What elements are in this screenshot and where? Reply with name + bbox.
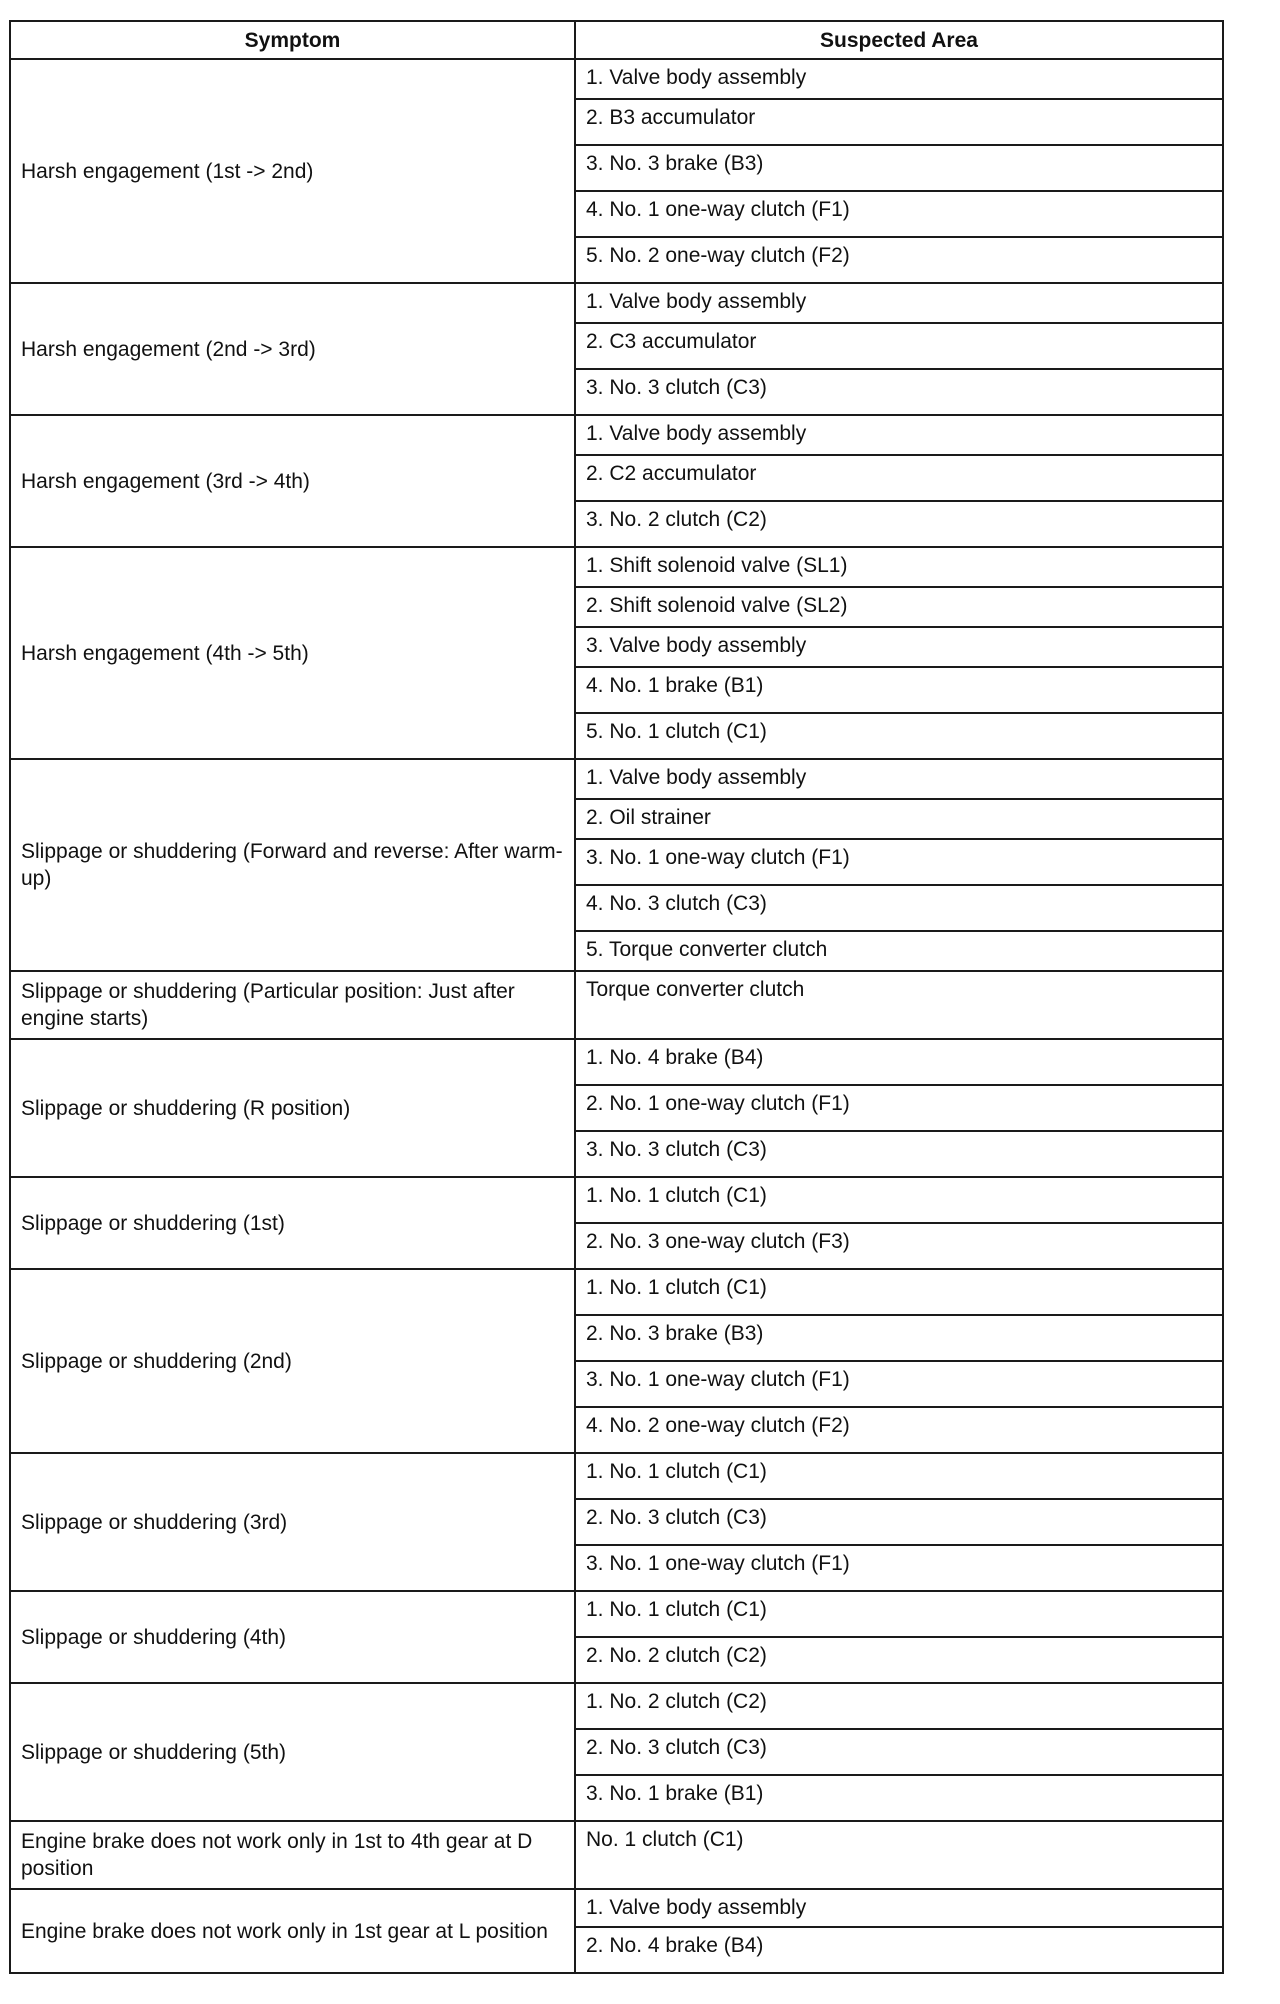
suspected-area-cell: 5. Torque converter clutch [575,931,1223,971]
suspected-area-cell: 1. Shift solenoid valve (SL1) [575,547,1223,587]
suspected-area-cell: 1. No. 1 clutch (C1) [575,1453,1223,1499]
symptom-cell: Slippage or shuddering (5th) [10,1683,575,1821]
suspected-area-cell: 1. No. 2 clutch (C2) [575,1683,1223,1729]
table-row [10,1177,1223,1223]
suspected-area-cell: 3. No. 3 brake (B3) [575,145,1223,191]
suspected-area-cell: 2. No. 2 clutch (C2) [575,1637,1223,1683]
table-row [10,283,1223,323]
suspected-area-cell: 2. C3 accumulator [575,323,1223,369]
suspected-area-cell: 1. Valve body assembly [575,283,1223,323]
suspected-area-cell: 1. Valve body assembly [575,415,1223,455]
symptom-cell: Harsh engagement (2nd -> 3rd) [10,283,575,415]
symptom-cell: Slippage or shuddering (1st) [10,1177,575,1269]
suspected-area-cell: 3. No. 1 brake (B1) [575,1775,1223,1821]
suspected-area-cell: 3. No. 1 one-way clutch (F1) [575,1545,1223,1591]
suspected-area-cell: 5. No. 2 one-way clutch (F2) [575,237,1223,283]
table-row [10,1683,1223,1729]
suspected-area-cell: 1. Valve body assembly [575,59,1223,99]
suspected-area-cell: 2. Oil strainer [575,799,1223,839]
suspected-area-cell: 4. No. 1 one-way clutch (F1) [575,191,1223,237]
table-body [10,59,1223,1973]
suspected-area-cell: 3. No. 3 clutch (C3) [575,369,1223,415]
symptom-cell: Harsh engagement (1st -> 2nd) [10,59,575,283]
symptom-cell: Slippage or shuddering (R position) [10,1039,575,1177]
table-row [10,1591,1223,1637]
suspected-area-cell: 2. No. 1 one-way clutch (F1) [575,1085,1223,1131]
table-row [10,1269,1223,1315]
symptom-cell: Harsh engagement (4th -> 5th) [10,547,575,759]
table-row [10,415,1223,455]
suspected-area-cell: 4. No. 3 clutch (C3) [575,885,1223,931]
suspected-area-cell: 4. No. 2 one-way clutch (F2) [575,1407,1223,1453]
suspected-area-cell: 3. No. 1 one-way clutch (F1) [575,839,1223,885]
table-row [10,1889,1223,1927]
suspected-area-cell: 1. No. 1 clutch (C1) [575,1269,1223,1315]
table-row [10,59,1223,99]
suspected-area-cell: Torque converter clutch [575,971,1223,1039]
symptom-cell: Slippage or shuddering (2nd) [10,1269,575,1453]
symptom-cell: Harsh engagement (3rd -> 4th) [10,415,575,547]
suspected-area-cell: 3. Valve body assembly [575,627,1223,667]
suspected-area-cell: 2. No. 3 clutch (C3) [575,1499,1223,1545]
suspected-area-cell: 2. C2 accumulator [575,455,1223,501]
suspected-area-cell: 2. No. 3 one-way clutch (F3) [575,1223,1223,1269]
suspected-area-cell: 3. No. 2 clutch (C2) [575,501,1223,547]
suspected-area-cell: 2. No. 3 clutch (C3) [575,1729,1223,1775]
table-row [10,759,1223,799]
table-row [10,1453,1223,1499]
symptom-table [9,20,1224,1974]
symptom-column-header: Symptom [10,21,575,59]
suspected-area-cell: 1. Valve body assembly [575,759,1223,799]
table-row [10,1821,1223,1889]
symptom-cell: Engine brake does not work only in 1st gear at L position [10,1889,575,1973]
suspected-area-cell: No. 1 clutch (C1) [575,1821,1223,1889]
suspected-area-cell: 5. No. 1 clutch (C1) [575,713,1223,759]
suspected-area-cell: 2. No. 4 brake (B4) [575,1927,1223,1973]
suspected-area-cell: 2. B3 accumulator [575,99,1223,145]
suspected-area-cell: 1. No. 4 brake (B4) [575,1039,1223,1085]
table-row [10,1039,1223,1085]
suspected-area-cell: 1. Valve body assembly [575,1889,1223,1927]
table-row [10,971,1223,1039]
suspected-area-cell: 3. No. 3 clutch (C3) [575,1131,1223,1177]
suspected-area-cell: 4. No. 1 brake (B1) [575,667,1223,713]
header-row [10,21,1223,59]
suspected-area-cell: 2. Shift solenoid valve (SL2) [575,587,1223,627]
suspected-area-cell: 1. No. 1 clutch (C1) [575,1591,1223,1637]
symptom-cell: Slippage or shuddering (4th) [10,1591,575,1683]
symptom-cell: Slippage or shuddering (Forward and reverse: After warm-up) [10,759,575,971]
symptom-cell: Engine brake does not work only in 1st to 4th gear at D position [10,1821,575,1889]
symptom-cell: Slippage or shuddering (3rd) [10,1453,575,1591]
table-row [10,547,1223,587]
symptom-cell: Slippage or shuddering (Particular position: Just after engine starts) [10,971,575,1039]
suspected-area-cell: 1. No. 1 clutch (C1) [575,1177,1223,1223]
suspected-area-cell: 2. No. 3 brake (B3) [575,1315,1223,1361]
suspected-area-column-header: Suspected Area [575,21,1223,59]
suspected-area-cell: 3. No. 1 one-way clutch (F1) [575,1361,1223,1407]
